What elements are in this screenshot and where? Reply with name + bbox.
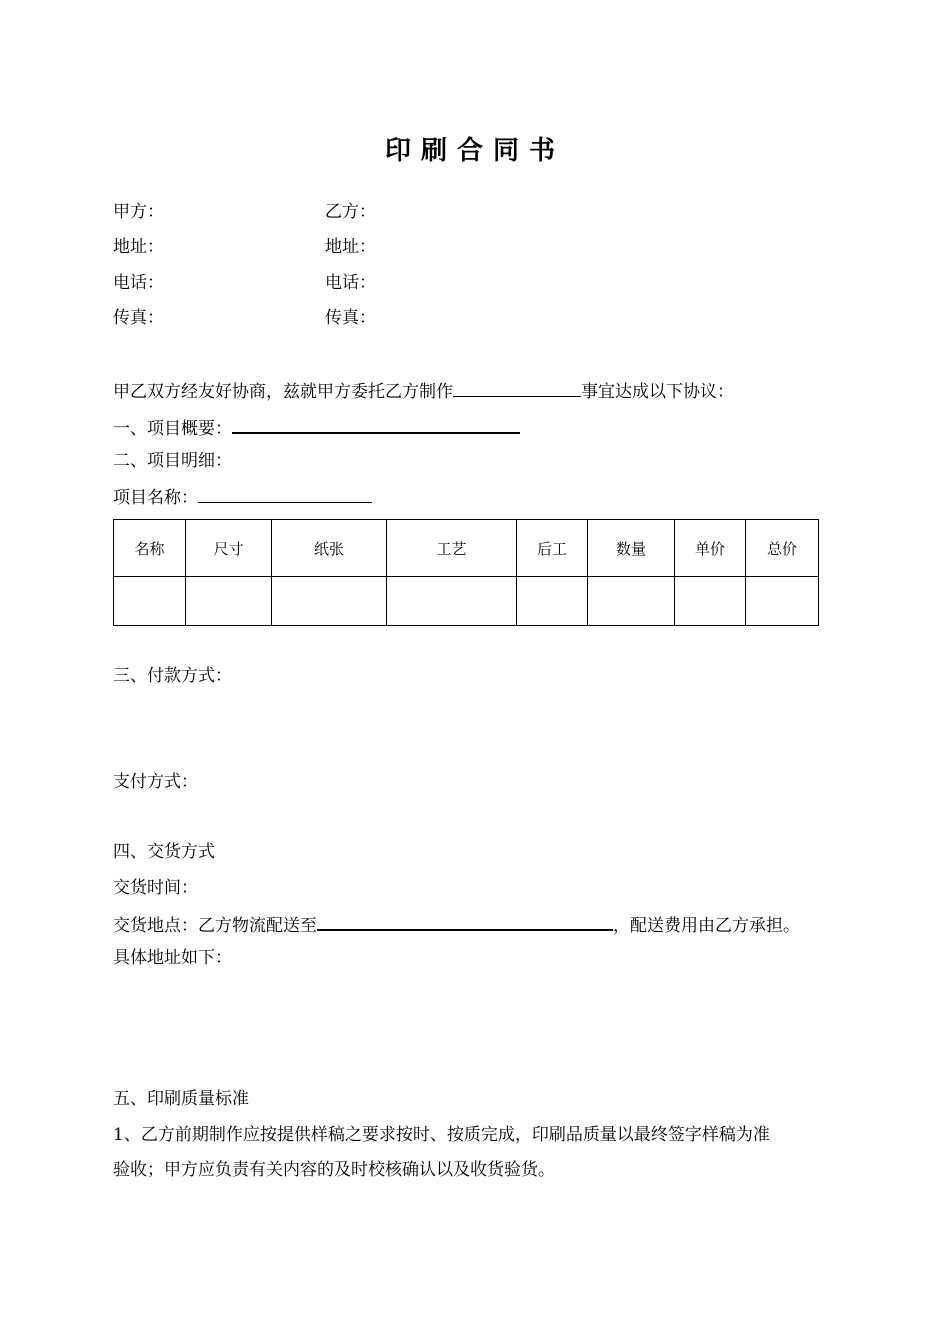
party-b-fax: 传真： bbox=[325, 308, 376, 328]
quality-item-1-line-2: 验收；甲方应负责有关内容的及时校核确认以及收货验货。 bbox=[113, 1160, 555, 1180]
section-1-blank[interactable] bbox=[232, 414, 520, 434]
delivery-place-before: 交货地点：乙方物流配送至 bbox=[113, 916, 317, 936]
table-header: 名称 bbox=[114, 520, 186, 577]
table-header: 纸张 bbox=[272, 520, 387, 577]
table-row bbox=[114, 577, 819, 626]
delivery-place-line bbox=[113, 911, 800, 938]
table-header-row bbox=[114, 520, 819, 577]
section-1-label: 一、项目概要： bbox=[113, 419, 232, 439]
project-name-blank[interactable] bbox=[198, 484, 372, 503]
delivery-time-label: 交货时间： bbox=[113, 878, 198, 898]
section-5-label: 五、印刷质量标准 bbox=[113, 1089, 249, 1109]
table-cell[interactable] bbox=[675, 577, 746, 626]
table-cell[interactable] bbox=[114, 577, 186, 626]
pay-method-label: 支付方式： bbox=[113, 772, 198, 792]
intro-text-before: 甲乙双方经友好协商，兹就甲方委托乙方制作 bbox=[113, 382, 453, 402]
party-a-label: 甲方： bbox=[113, 202, 164, 222]
table-header: 单价 bbox=[675, 520, 746, 577]
section-1 bbox=[113, 414, 520, 441]
section-3-label: 三、付款方式： bbox=[113, 666, 232, 686]
party-b-address: 地址： bbox=[325, 237, 376, 257]
table-header: 尺寸 bbox=[186, 520, 272, 577]
intro-blank[interactable] bbox=[453, 378, 581, 397]
intro-paragraph bbox=[113, 378, 734, 404]
delivery-address-label: 具体地址如下： bbox=[113, 948, 232, 968]
project-name-label: 项目名称： bbox=[113, 488, 198, 508]
delivery-place-after: ，配送费用由乙方承担。 bbox=[613, 916, 800, 936]
party-a-address: 地址： bbox=[113, 237, 164, 257]
party-a-phone: 电话： bbox=[113, 273, 164, 293]
table-header: 后工 bbox=[517, 520, 588, 577]
party-a-fax: 传真： bbox=[113, 308, 164, 328]
intro-text-after: 事宜达成以下协议： bbox=[581, 382, 734, 402]
party-b-label: 乙方： bbox=[325, 202, 376, 222]
table-cell[interactable] bbox=[387, 577, 517, 626]
items-table bbox=[113, 519, 819, 626]
table-cell[interactable] bbox=[517, 577, 588, 626]
party-b-phone: 电话： bbox=[325, 273, 376, 293]
table-cell[interactable] bbox=[186, 577, 272, 626]
page-title: 印刷合同书 bbox=[384, 136, 565, 166]
table-cell[interactable] bbox=[746, 577, 819, 626]
delivery-place-blank[interactable] bbox=[317, 911, 613, 931]
table-cell[interactable] bbox=[588, 577, 675, 626]
section-4-label: 四、交货方式 bbox=[113, 842, 215, 862]
project-name-line bbox=[113, 484, 372, 510]
table-header: 数量 bbox=[588, 520, 675, 577]
quality-item-1-line-1: 1、乙方前期制作应按提供样稿之要求按时、按质完成，印刷品质量以最终签字样稿为准 bbox=[113, 1125, 770, 1145]
table-cell[interactable] bbox=[272, 577, 387, 626]
section-2-label: 二、项目明细： bbox=[113, 451, 232, 471]
table-header: 总价 bbox=[746, 520, 819, 577]
table-header: 工艺 bbox=[387, 520, 517, 577]
